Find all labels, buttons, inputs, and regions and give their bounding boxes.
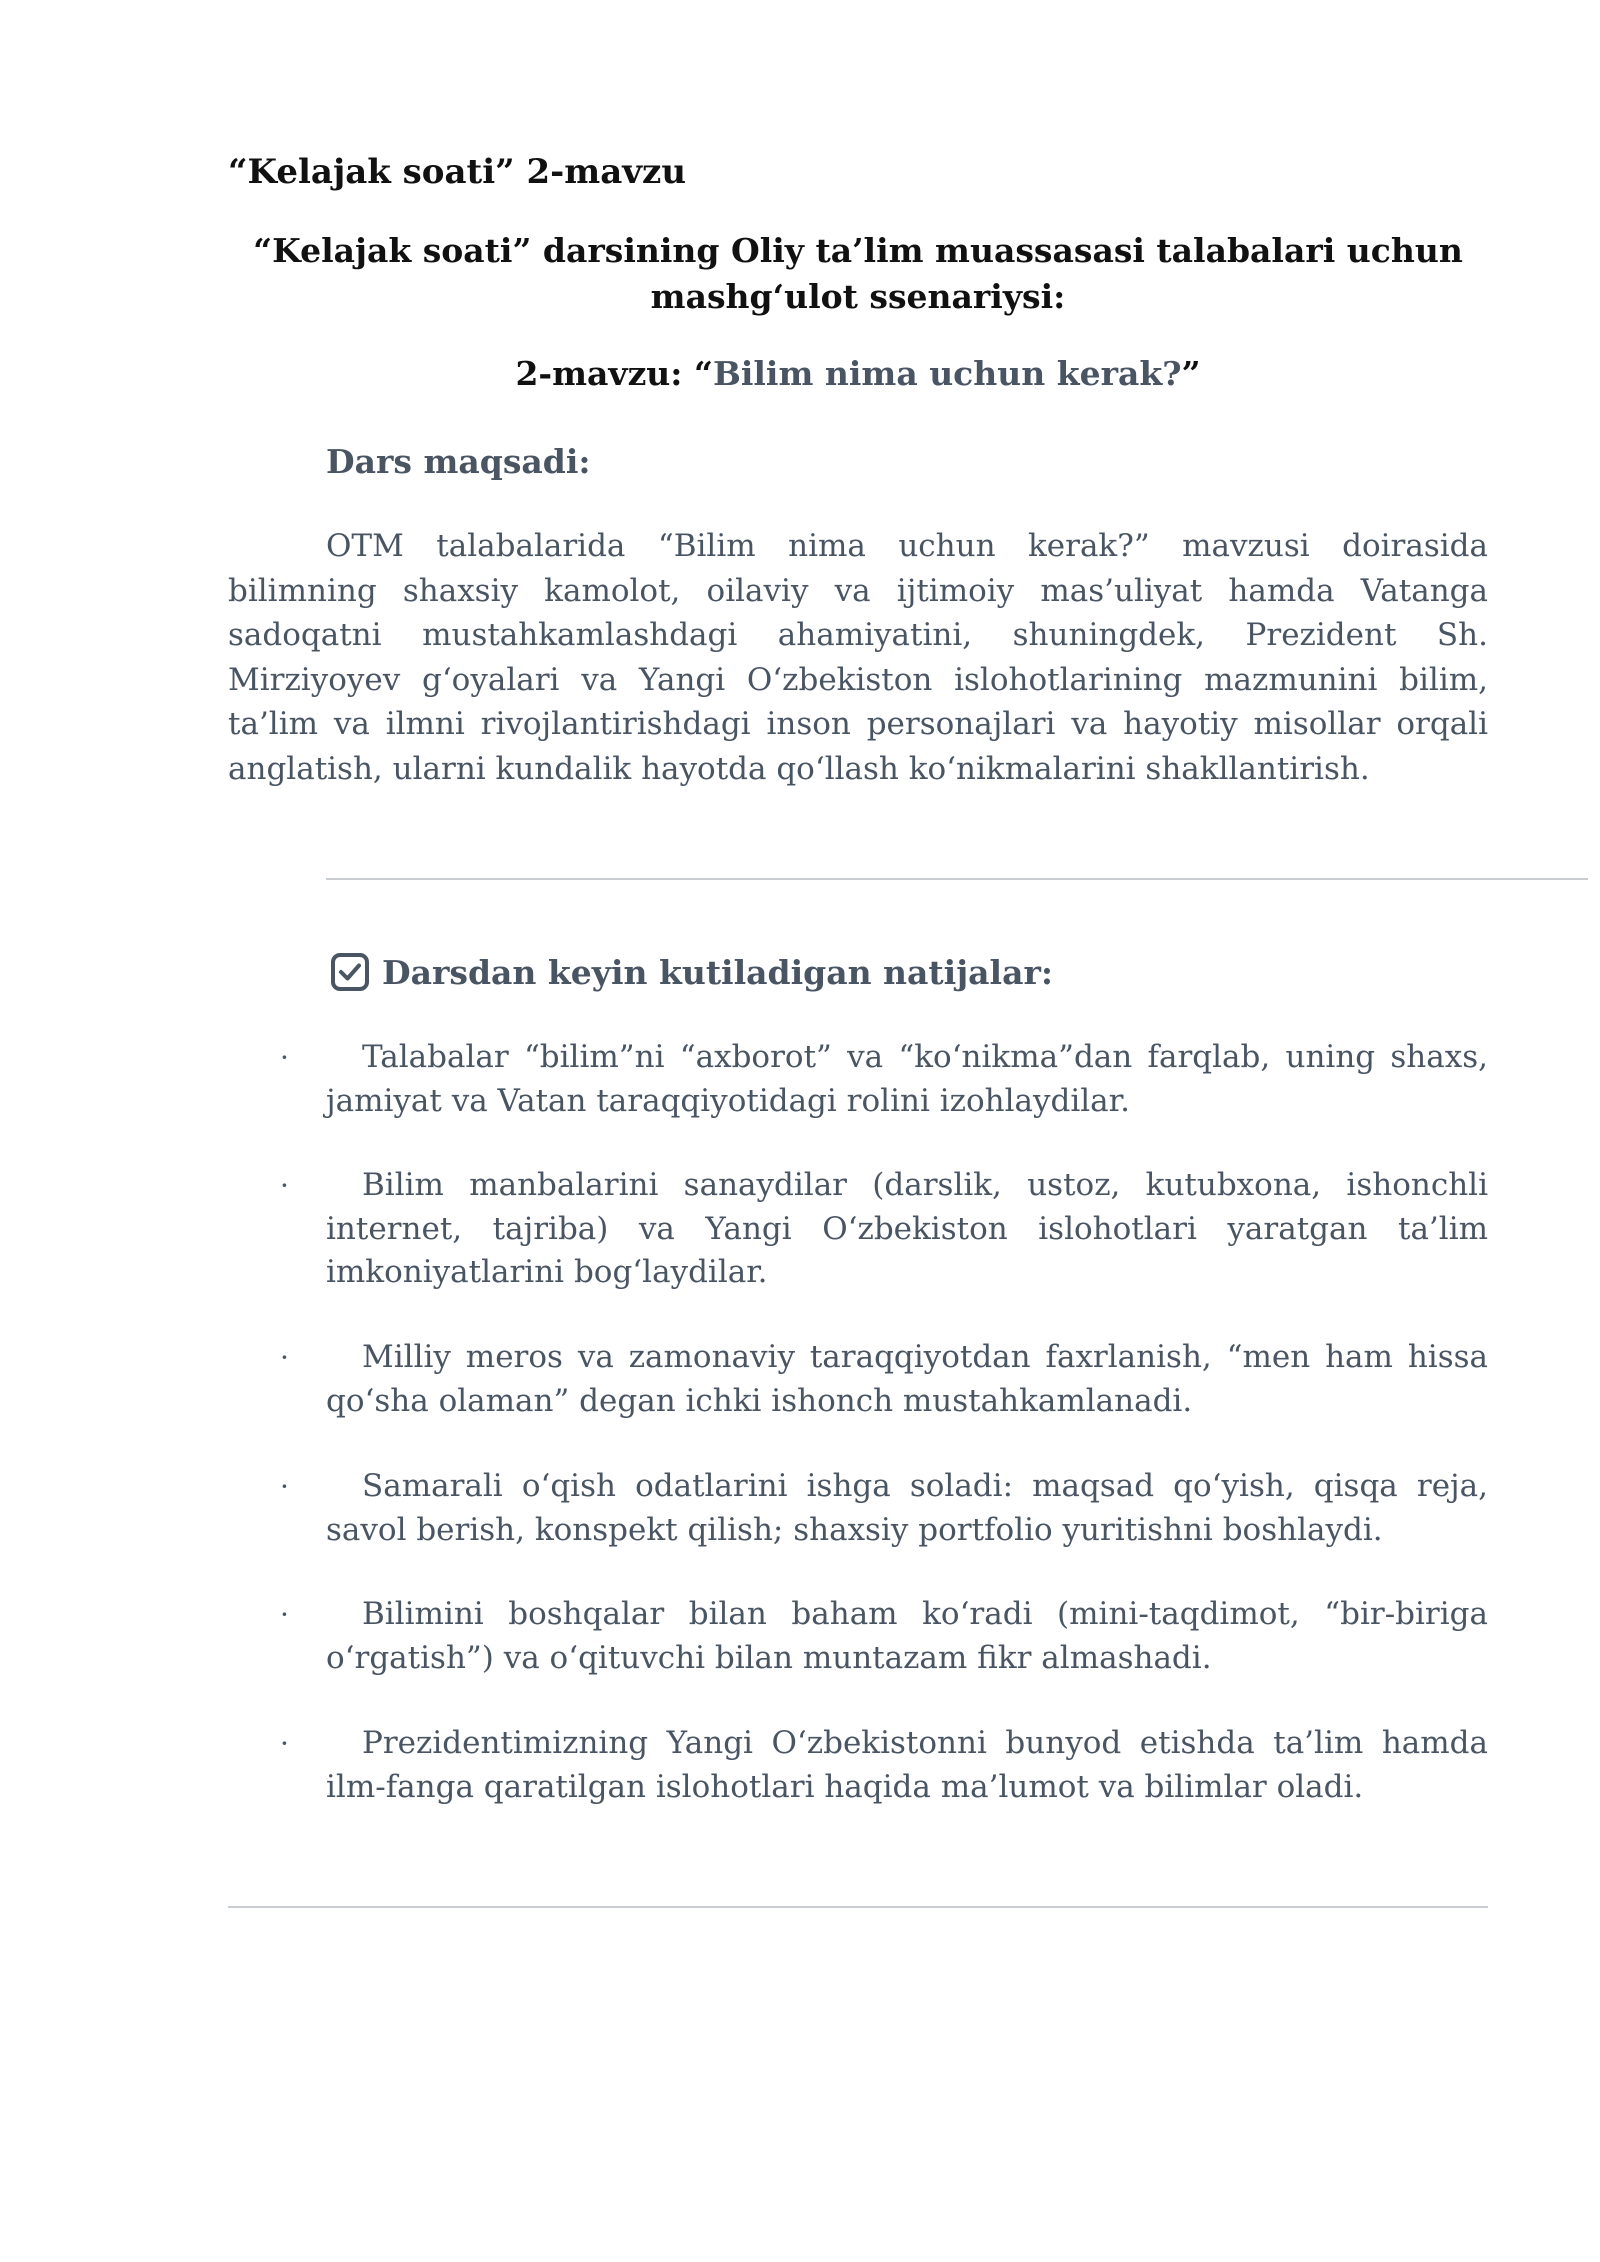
result-item xyxy=(280,1164,1488,1295)
bullet-marker: · xyxy=(280,1169,289,1202)
topic-name: Bilim nima uchun kerak? xyxy=(712,354,1182,393)
document-header: “Kelajak soati” 2-mavzu xyxy=(228,152,687,192)
bullet-marker: · xyxy=(280,1041,289,1074)
result-text: Talabalar “bilim”ni “axborot” va “ko‘nikma”dan farqlab, uning shaxs, jamiyat va Vatan taraqqiyotidagi rolini izohlaydilar. xyxy=(326,1039,1488,1119)
bullet-marker: · xyxy=(280,1470,289,1503)
bullet-marker: · xyxy=(280,1727,289,1760)
goal-paragraph: OTM talabalarida “Bilim nima uchun kerak?” mavzusi doirasida bilimning shaxsiy kamolot, oilaviy va ijtimoiy mas’uliyat hamda Vatanga sadoqatni mustahkamlashdagi ahamiyatini, shuningdek, Prezident Sh. Mirziyoyev g‘oyalari va Yangi O‘zbekiston islohotlarining mazmunini bilim, ta’lim va ilmni rivojlantirishdagi inson personajlari va hayotiy misollar orqali anglatish, ularni kundalik hayotda qo‘llash ko‘nikmalarini shakllantirish. xyxy=(228,528,1488,787)
result-item xyxy=(280,1593,1488,1680)
result-text: Milliy meros va zamonaviy taraqqiyotdan faxrlanish, “men ham hissa qo‘sha olaman” degan ichki ishonch mustahkamlanadi. xyxy=(326,1339,1488,1419)
result-text: Bilim manbalarini sanaydilar (darslik, ustoz, kutubxona, ishonchli internet, tajriba) va Yangi O‘zbekiston islohotlari yaratgan ta’lim imkoniyatlarini bog‘laydilar. xyxy=(326,1167,1488,1290)
result-text: Bilimini boshqalar bilan baham ko‘radi (mini-taqdimot, “bir-biriga o‘rgatish”) va o‘qituvchi bilan muntazam fikr almashadi. xyxy=(326,1596,1488,1676)
topic-line xyxy=(228,354,1488,393)
result-text: Prezidentimizning Yangi O‘zbekistonni bunyod etishda ta’lim hamda ilm-fanga qaratilgan islohotlari haqida ma’lumot va bilimlar oladi. xyxy=(326,1725,1488,1805)
topic-suffix: ” xyxy=(1181,354,1201,393)
results-heading-label: Darsdan keyin kutiladigan natijalar: xyxy=(382,952,1054,992)
scenario-title: “Kelajak soati” darsining Oliy ta’lim muassasasi talabalari uchun mashg‘ulot ssenariysi: xyxy=(253,231,1463,316)
topic-prefix: 2-mavzu: “ xyxy=(515,354,713,393)
result-item xyxy=(280,1722,1488,1809)
result-text: Samarali o‘qish odatlarini ishga soladi: maqsad qo‘yish, qisqa reja, savol berish, konspekt qilish; shaxsiy portfolio yuritishni boshlaydi. xyxy=(326,1468,1488,1548)
checkbox-checked-icon xyxy=(330,952,370,992)
goal-heading: Dars maqsadi: xyxy=(326,442,591,481)
bullet-marker: · xyxy=(280,1341,289,1374)
result-item xyxy=(280,1036,1488,1123)
section-divider xyxy=(228,1906,1488,1908)
result-item xyxy=(280,1465,1488,1552)
result-item xyxy=(280,1336,1488,1423)
results-heading xyxy=(330,948,1053,996)
bullet-marker: · xyxy=(280,1598,289,1631)
section-divider xyxy=(326,878,1588,880)
